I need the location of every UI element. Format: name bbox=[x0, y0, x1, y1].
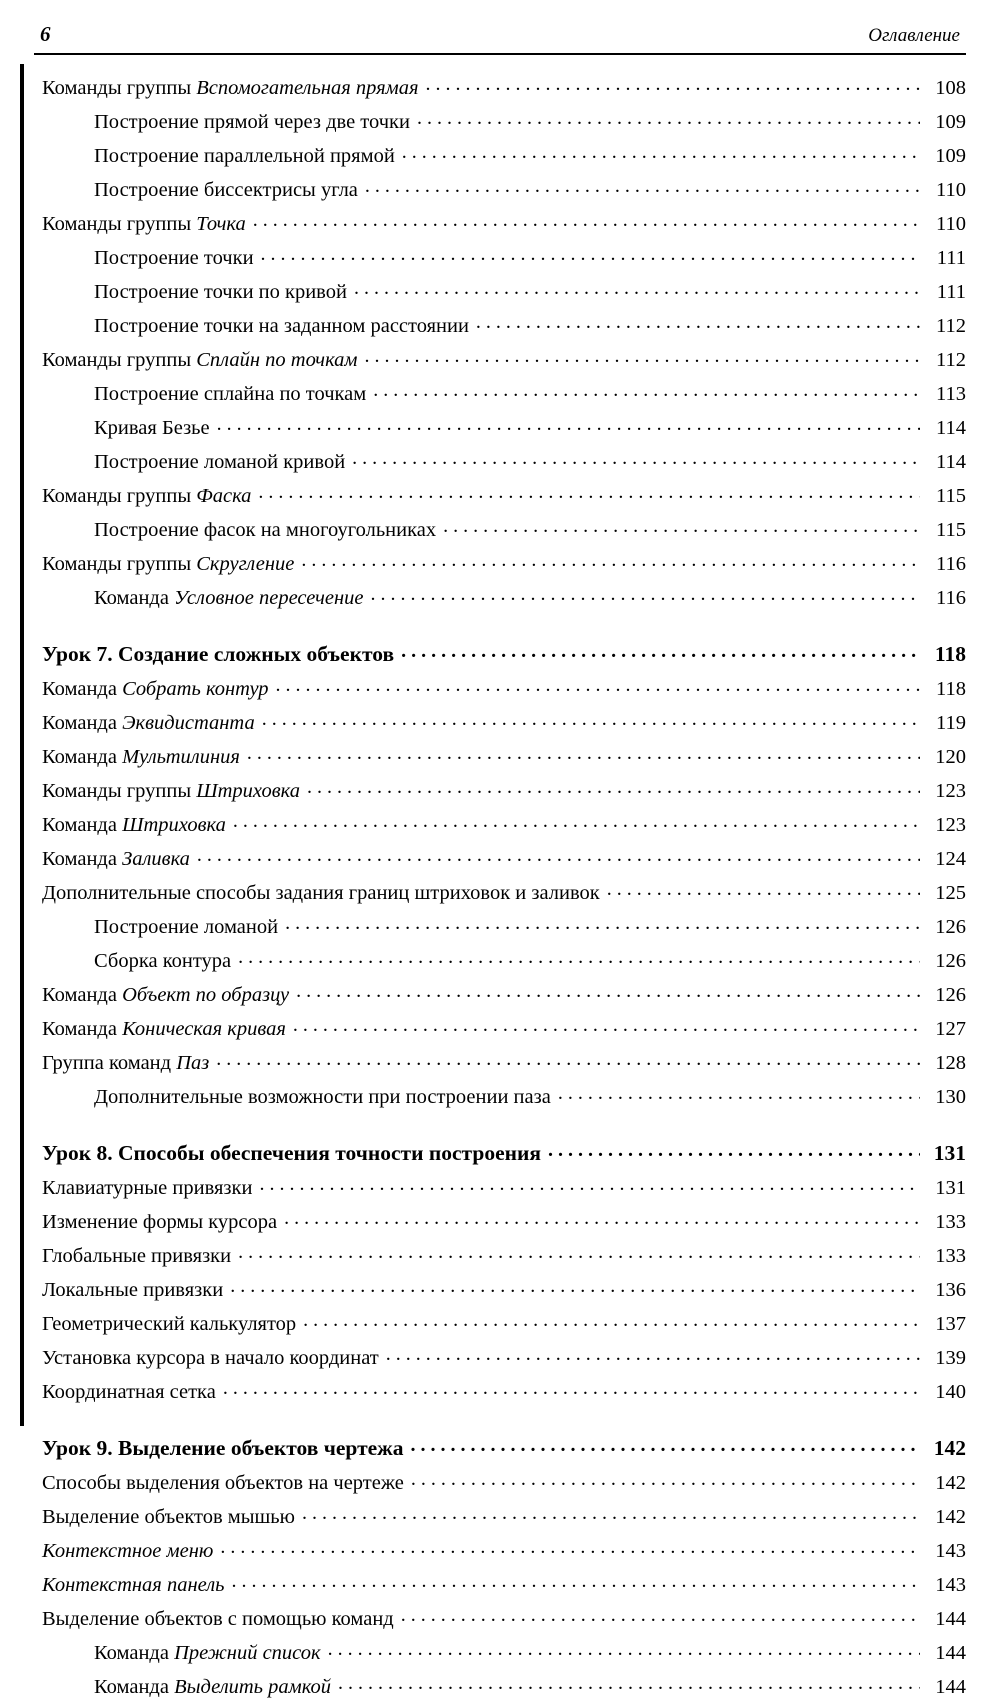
toc-page-number: 120 bbox=[935, 746, 966, 768]
toc-entry[interactable] bbox=[42, 1203, 966, 1237]
toc-entry-title: Группа команд Паз bbox=[42, 1052, 210, 1074]
toc-page-number: 108 bbox=[935, 77, 966, 99]
toc-leader-dots bbox=[443, 516, 920, 537]
running-head bbox=[34, 22, 966, 47]
toc-page-number: 133 bbox=[935, 1245, 966, 1267]
toc-entry[interactable] bbox=[42, 443, 966, 477]
toc-leader-dots bbox=[401, 640, 920, 662]
toc-entry-title: Построение сплайна по точкам bbox=[94, 383, 367, 405]
toc-entry-title: Команды группы Вспомогательная прямая bbox=[42, 77, 419, 99]
toc-entry[interactable] bbox=[42, 1010, 966, 1044]
toc-page-number: 112 bbox=[936, 349, 966, 371]
toc-entry-title: Сборка контура bbox=[94, 950, 232, 972]
toc-leader-dots bbox=[607, 879, 920, 900]
toc-page-number: 118 bbox=[934, 642, 966, 666]
toc-page-number: 144 bbox=[935, 1608, 966, 1630]
toc-entry[interactable] bbox=[42, 171, 966, 205]
toc-entry[interactable] bbox=[42, 670, 966, 704]
toc-leader-dots bbox=[216, 1049, 920, 1070]
toc-entry[interactable] bbox=[42, 976, 966, 1010]
toc-entry-title: Построение биссектрисы угла bbox=[94, 179, 358, 201]
toc-entry-title: Локальные привязки bbox=[42, 1279, 224, 1301]
toc-entry-title: Команды группы Штриховка bbox=[42, 780, 300, 802]
toc-entry[interactable] bbox=[42, 273, 966, 307]
toc-page-number: 126 bbox=[935, 950, 966, 972]
toc-entry-title: Команда Прежний список bbox=[94, 1642, 321, 1664]
toc-leader-dots bbox=[386, 1344, 920, 1365]
toc-entry[interactable] bbox=[42, 1373, 966, 1407]
toc-entry-title: Глобальные привязки bbox=[42, 1245, 232, 1267]
toc-entry-title: Команда Объект по образцу bbox=[42, 984, 290, 1006]
toc-page-number: 112 bbox=[936, 315, 966, 337]
toc-entry[interactable] bbox=[42, 840, 966, 874]
toc-page-number: 130 bbox=[935, 1086, 966, 1108]
toc-page-number: 131 bbox=[933, 1141, 966, 1165]
toc-page-number: 109 bbox=[935, 111, 966, 133]
toc-entry[interactable] bbox=[42, 1634, 966, 1668]
toc-leader-dots bbox=[284, 1208, 920, 1229]
toc-entry[interactable] bbox=[42, 1600, 966, 1634]
toc-page-number: 116 bbox=[936, 587, 966, 609]
toc-entry-title: Команда Условное пересечение bbox=[94, 587, 364, 609]
toc-page-number: 124 bbox=[935, 848, 966, 870]
toc-page-number: 143 bbox=[935, 1574, 966, 1596]
toc-entry[interactable] bbox=[42, 1169, 966, 1203]
toc-leader-dots bbox=[301, 550, 920, 571]
toc-entry[interactable] bbox=[42, 704, 966, 738]
toc-entry-title: Команда Коническая кривая bbox=[42, 1018, 286, 1040]
toc-leader-dots bbox=[247, 743, 920, 764]
toc-entry[interactable] bbox=[42, 1532, 966, 1566]
toc-entry[interactable] bbox=[42, 69, 966, 103]
toc-page-number: 136 bbox=[935, 1279, 966, 1301]
toc-leader-dots bbox=[262, 709, 920, 730]
toc-entry[interactable] bbox=[42, 772, 966, 806]
toc-entry-title: Построение прямой через две точки bbox=[94, 111, 410, 133]
toc-leader-dots bbox=[253, 210, 920, 231]
toc-page-number: 115 bbox=[936, 519, 966, 541]
toc-entry-title: Команда Мультилиния bbox=[42, 746, 240, 768]
toc-entry-title: Команда Собрать контур bbox=[42, 678, 269, 700]
toc-entry[interactable] bbox=[42, 806, 966, 840]
toc-page-number: 110 bbox=[936, 179, 966, 201]
toc-leader-dots bbox=[365, 176, 920, 197]
toc-leader-dots bbox=[402, 142, 920, 163]
toc-leader-dots bbox=[238, 1242, 920, 1263]
header-divider bbox=[34, 53, 966, 55]
toc-entry-title: Команды группы Сплайн по точкам bbox=[42, 349, 358, 371]
toc-entry[interactable] bbox=[42, 908, 966, 942]
toc-leader-dots bbox=[285, 913, 920, 934]
toc-entry-title: Геометрический калькулятор bbox=[42, 1313, 297, 1335]
toc-leader-dots bbox=[303, 1310, 920, 1331]
toc-leader-dots bbox=[354, 278, 920, 299]
toc-entry-title: Построение фасок на многоугольниках bbox=[94, 519, 437, 541]
toc-leader-dots bbox=[401, 1605, 920, 1626]
toc-entry-title: Способы выделения объектов на чертеже bbox=[42, 1472, 404, 1494]
toc-leader-dots bbox=[197, 845, 920, 866]
toc-leader-dots bbox=[352, 448, 920, 469]
toc-entry[interactable] bbox=[42, 1044, 966, 1078]
toc-page-number: 123 bbox=[935, 814, 966, 836]
toc-entry[interactable] bbox=[42, 1566, 966, 1600]
toc-entry-title: Построение точки на заданном расстоянии bbox=[94, 315, 469, 337]
toc-leader-dots bbox=[476, 312, 920, 333]
toc-entry-title: Координатная сетка bbox=[42, 1381, 216, 1403]
toc-entry-title: Команды группы Точка bbox=[42, 213, 246, 235]
toc-entry[interactable] bbox=[42, 307, 966, 341]
toc-entry[interactable] bbox=[42, 1464, 966, 1498]
toc-page-number: 110 bbox=[936, 213, 966, 235]
toc-page-number: 142 bbox=[935, 1506, 966, 1528]
toc-leader-dots bbox=[338, 1673, 920, 1694]
toc-page-number: 111 bbox=[936, 247, 966, 269]
toc-entry-title: Построение ломаной кривой bbox=[94, 451, 346, 473]
toc-page-number: 125 bbox=[935, 882, 966, 904]
toc-leader-dots bbox=[364, 346, 920, 367]
toc-chapter-entry[interactable] bbox=[42, 1134, 966, 1169]
toc-entry-title: Установка курсора в начало координат bbox=[42, 1347, 379, 1369]
toc-page-number: 114 bbox=[936, 417, 966, 439]
toc-entry[interactable] bbox=[42, 137, 966, 171]
toc-entry-title: Построение ломаной bbox=[94, 916, 279, 938]
toc-entry[interactable] bbox=[42, 1078, 966, 1112]
toc-entry-title: Команда Эквидистанта bbox=[42, 712, 255, 734]
toc-page-number: 142 bbox=[933, 1436, 966, 1460]
toc-entry[interactable] bbox=[42, 477, 966, 511]
toc-page-number: 127 bbox=[935, 1018, 966, 1040]
toc-leader-dots bbox=[238, 947, 920, 968]
toc-page-number: 109 bbox=[935, 145, 966, 167]
toc-entry-title: Команда Штриховка bbox=[42, 814, 226, 836]
toc-entry[interactable] bbox=[42, 545, 966, 579]
toc-page-number: 115 bbox=[936, 485, 966, 507]
toc-entry[interactable] bbox=[42, 579, 966, 613]
toc-entry[interactable] bbox=[42, 874, 966, 908]
toc-page-number: 126 bbox=[935, 984, 966, 1006]
toc-page-number: 114 bbox=[936, 451, 966, 473]
toc-page-number: 131 bbox=[935, 1177, 966, 1199]
toc-chapter-entry[interactable] bbox=[42, 635, 966, 670]
toc-page-number: 144 bbox=[935, 1676, 966, 1698]
toc-leader-dots bbox=[296, 981, 920, 1002]
toc-leader-dots bbox=[220, 1537, 920, 1558]
toc-entry-title: Команды группы Фаска bbox=[42, 485, 252, 507]
toc-page-number: 119 bbox=[936, 712, 966, 734]
toc-entry-title: Кривая Безье bbox=[94, 417, 210, 439]
toc-entry[interactable] bbox=[42, 1498, 966, 1532]
toc-leader-dots bbox=[217, 414, 920, 435]
toc-page-number: 113 bbox=[936, 383, 966, 405]
toc-leader-dots bbox=[261, 244, 920, 265]
table-of-contents bbox=[34, 69, 966, 1702]
toc-entry[interactable] bbox=[42, 239, 966, 273]
toc-leader-dots bbox=[293, 1015, 920, 1036]
page-folio: 6 bbox=[40, 22, 51, 46]
toc-leader-dots bbox=[548, 1139, 920, 1161]
toc-entry-title: Построение параллельной прямой bbox=[94, 145, 395, 167]
toc-leader-dots bbox=[231, 1571, 920, 1592]
toc-page-number: 142 bbox=[935, 1472, 966, 1494]
toc-page-number: 143 bbox=[935, 1540, 966, 1562]
toc-entry[interactable] bbox=[42, 738, 966, 772]
toc-leader-dots bbox=[230, 1276, 920, 1297]
toc-entry[interactable] bbox=[42, 103, 966, 137]
toc-leader-dots bbox=[411, 1434, 920, 1456]
toc-leader-dots bbox=[259, 1174, 920, 1195]
toc-entry-title: Урок 8. Способы обеспечения точности построения bbox=[42, 1141, 542, 1165]
toc-entry[interactable] bbox=[42, 1271, 966, 1305]
toc-leader-dots bbox=[328, 1639, 920, 1660]
toc-entry-title: Команды группы Скругление bbox=[42, 553, 295, 575]
toc-entry-title: Выделение объектов с помощью команд bbox=[42, 1608, 394, 1630]
toc-entry[interactable] bbox=[42, 409, 966, 443]
toc-entry[interactable] bbox=[42, 341, 966, 375]
toc-entry[interactable] bbox=[42, 375, 966, 409]
toc-entry[interactable] bbox=[42, 942, 966, 976]
toc-leader-dots bbox=[417, 108, 920, 129]
toc-entry-title: Построение точки bbox=[94, 247, 254, 269]
toc-leader-dots bbox=[370, 584, 920, 605]
toc-entry-title: Урок 7. Создание сложных объектов bbox=[42, 642, 395, 666]
toc-leader-dots bbox=[258, 482, 920, 503]
toc-entry-title: Дополнительные возможности при построении паза bbox=[94, 1086, 551, 1108]
toc-entry-title: Команда Заливка bbox=[42, 848, 190, 870]
toc-entry-title: Дополнительные способы задания границ штриховок и заливок bbox=[42, 882, 600, 904]
toc-page-number: 139 bbox=[935, 1347, 966, 1369]
toc-entry[interactable] bbox=[42, 1237, 966, 1271]
toc-page-number: 137 bbox=[935, 1313, 966, 1335]
toc-leader-dots bbox=[223, 1378, 920, 1399]
toc-entry-title: Клавиатурные привязки bbox=[42, 1177, 253, 1199]
toc-entry[interactable] bbox=[42, 511, 966, 545]
toc-page-number: 118 bbox=[936, 678, 966, 700]
toc-page-number: 144 bbox=[935, 1642, 966, 1664]
toc-page-number: 140 bbox=[935, 1381, 966, 1403]
toc-entry[interactable] bbox=[42, 1339, 966, 1373]
toc-leader-dots bbox=[373, 380, 920, 401]
toc-chapter-entry[interactable] bbox=[42, 1429, 966, 1464]
toc-page-number: 123 bbox=[935, 780, 966, 802]
toc-entry-title: Команда Выделить рамкой bbox=[94, 1676, 332, 1698]
page-side-rule bbox=[20, 64, 24, 1426]
toc-page-number: 126 bbox=[935, 916, 966, 938]
toc-entry-title: Построение точки по кривой bbox=[94, 281, 347, 303]
toc-entry-title: Изменение формы курсора bbox=[42, 1211, 278, 1233]
toc-leader-dots bbox=[426, 74, 920, 95]
toc-leader-dots bbox=[558, 1083, 920, 1104]
toc-leader-dots bbox=[276, 675, 920, 696]
toc-page-number: 128 bbox=[935, 1052, 966, 1074]
toc-entry-title: Контекстное меню bbox=[42, 1540, 214, 1562]
toc-page-number: 116 bbox=[936, 553, 966, 575]
toc-entry-title: Выделение объектов мышью bbox=[42, 1506, 295, 1528]
toc-leader-dots bbox=[233, 811, 920, 832]
toc-leader-dots bbox=[302, 1503, 920, 1524]
toc-entry-title: Урок 9. Выделение объектов чертежа bbox=[42, 1436, 404, 1460]
toc-leader-dots bbox=[307, 777, 920, 798]
toc-entry[interactable] bbox=[42, 1305, 966, 1339]
toc-page-number: 111 bbox=[936, 281, 966, 303]
toc-entry-title: Контекстная панель bbox=[42, 1574, 225, 1596]
toc-entry[interactable] bbox=[42, 1668, 966, 1702]
toc-entry[interactable] bbox=[42, 205, 966, 239]
toc-page-number: 133 bbox=[935, 1211, 966, 1233]
toc-leader-dots bbox=[411, 1469, 920, 1490]
running-title: Оглавление bbox=[868, 25, 960, 46]
